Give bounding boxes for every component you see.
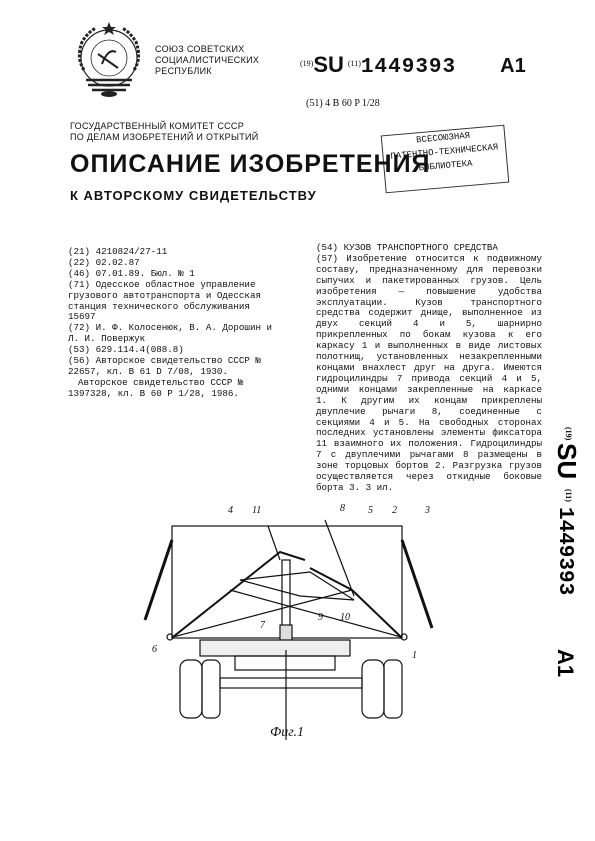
biblio-22: (22) 02.02.87 <box>68 256 140 268</box>
label-5: 5 <box>368 505 373 516</box>
committee-line-1: ГОСУДАРСТВЕННЫЙ КОМИТЕТ СССР <box>70 121 245 131</box>
invention-title: (54) КУЗОВ ТРАНСПОРТНОГО СРЕДСТВА <box>316 242 498 253</box>
side-kind: A1 <box>553 649 578 678</box>
biblio-71: (71) Одесское областное управление грузового автотранспорта и Одесская станция технического обслуживания 15697 <box>68 278 261 323</box>
stamp-line-1: ВСЕСОЮЗНАЯ <box>415 130 471 146</box>
ipc-code: (51) 4 B 60 P 1/28 <box>306 98 380 109</box>
committee <box>70 121 259 143</box>
biblio-53: (53) 629.114.4(088.8) <box>68 344 184 356</box>
label-6: 6 <box>152 644 157 655</box>
figure-1-drawing <box>140 500 450 745</box>
side-code-19: (19) <box>564 427 573 441</box>
side-code-11: (11) <box>564 489 573 502</box>
side-number: 1449393 <box>553 507 576 596</box>
body-frame <box>172 526 402 638</box>
biblio-46: (46) 07.01.89. Бюл. № 1 <box>68 267 195 279</box>
biblio-56: (56) Авторское свидетельство СССР № 22657, кл. B 61 D 7/08, 1930. <box>68 355 261 377</box>
code-19: (19) <box>300 59 314 68</box>
label-2: 2 <box>392 505 397 516</box>
label-3: 3 <box>425 505 430 516</box>
org-line-2: СОЦИАЛИСТИЧЕСКИХ <box>155 55 260 65</box>
abstract-text: (57) Изобретение относится к подвижному составу, предназначенному для перевозки сыпучих и пакетированных грузов. Цель изобретения — повышение удобства эксплуатации. Кузов транспортного средства содержит днище, выполненное из двух секций 4 и 5, шарнирно прикрепленных по бокам кузова к его каркасу 1 и выполненных в виде листовых полотнищ, установленных незакрепленными концами внахлест друг на друга. Имеются гидроцилиндры 7 привода секций 4 и 5, одними концами закрепленные на каркасе 1. К другим их концам прикреплены двуплечие рычаги 8, соединенные с секциями 4 и 5. На свободных сторонах последних установлены элементы фиксатора 11 взаимного их положения. Гидроцилиндры 7 с двуплечими рычагами 8 размещены в зоне торцовых бортов 2. Разгрузка грузов осуществляется через откидные боковые борта 3. 3 ил. <box>316 252 542 493</box>
bibliographic-data <box>68 247 283 400</box>
label-7: 7 <box>260 620 265 631</box>
side-country: SU <box>552 443 582 480</box>
ussr-emblem <box>70 18 148 98</box>
side-patent-number <box>538 425 582 705</box>
stamp-line-3: БИБЛИОТЕКА <box>418 158 473 174</box>
label-11: 11 <box>252 505 262 516</box>
org-line-3: РЕСПУБЛИК <box>155 66 212 76</box>
label-9: 9 <box>318 612 323 623</box>
label-10: 10 <box>340 612 350 623</box>
org-line-1: СОЮЗ СОВЕТСКИХ <box>155 44 245 54</box>
committee-line-2: ПО ДЕЛАМ ИЗОБРЕТЕНИЙ И ОТКРЫТИЙ <box>70 132 259 142</box>
kind-code: A1 <box>500 55 526 77</box>
label-1: 1 <box>412 650 417 661</box>
code-11: (11) <box>347 59 361 68</box>
org-name <box>155 44 259 77</box>
label-4: 4 <box>228 505 233 516</box>
stamp-line-2: ПАТЕНТНО-ТЕХНИЧЕСКАЯ <box>390 142 499 162</box>
biblio-21: (21) 4210824/27-11 <box>68 246 168 257</box>
biblio-72: (72) И. Ф. Колосенюк, В. А. Дорошин и Л. И. Повержук <box>68 322 272 345</box>
patent-number: 1449393 <box>360 56 457 79</box>
country-code: SU <box>313 52 344 77</box>
document-subtitle: К АВТОРСКОМУ СВИДЕТЕЛЬСТВУ <box>70 188 317 203</box>
biblio-56-2: Авторское свидетельство СССР № 1397328, кл. B 60 P 1/28, 1986. <box>68 376 244 399</box>
patent-number-block <box>300 52 526 79</box>
document-title: ОПИСАНИЕ ИЗОБРЕТЕНИЯ <box>70 150 431 178</box>
abstract <box>316 243 542 494</box>
label-8: 8 <box>340 503 345 514</box>
figure-caption: Фиг.1 <box>270 725 305 740</box>
